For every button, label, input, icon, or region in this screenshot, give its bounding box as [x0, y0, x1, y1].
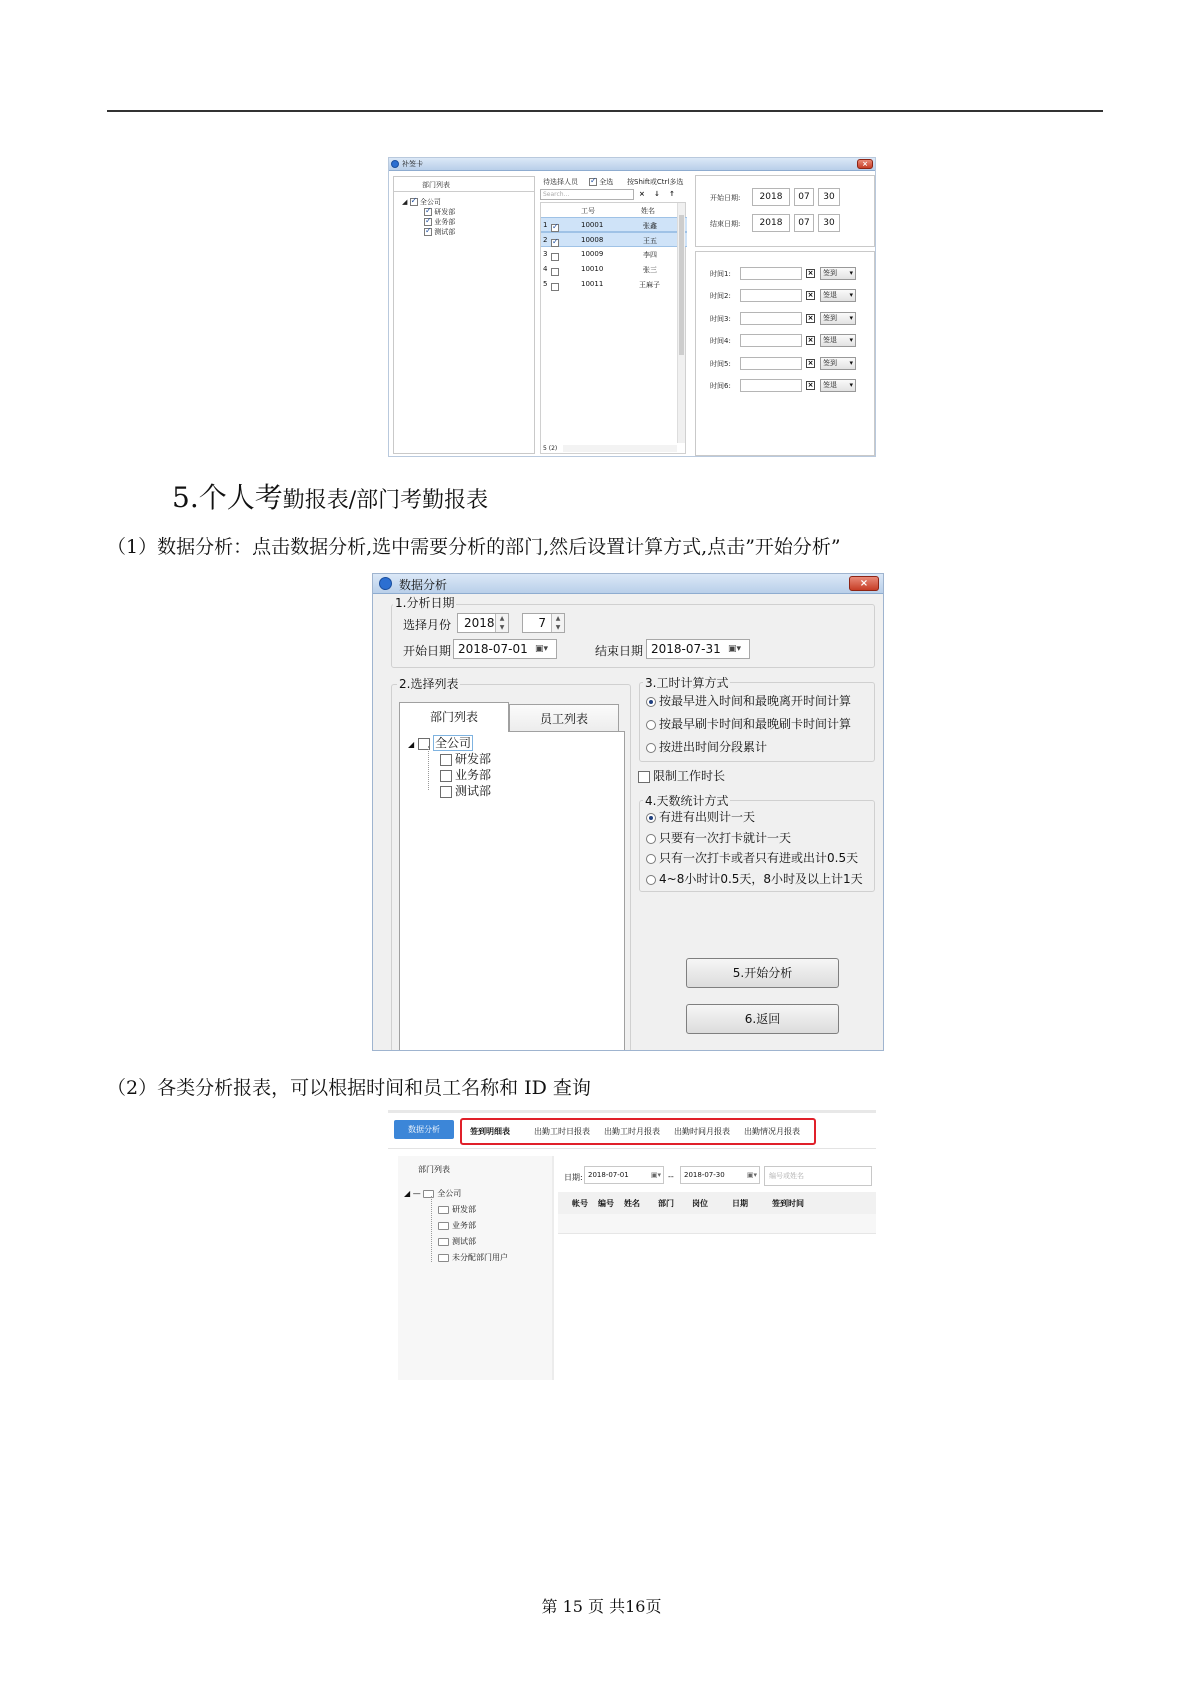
tree-dept[interactable]: 业务部 [438, 1220, 476, 1231]
col-header: 部门 [658, 1199, 674, 1208]
end-date-picker[interactable]: 2018-07-31 ▣▾ [646, 639, 750, 659]
checkbox[interactable] [424, 218, 432, 226]
tab-monthly-hours[interactable]: 出勤工时月报表 [604, 1127, 660, 1136]
tab-employee-list[interactable]: 员工列表 [509, 704, 619, 732]
folder-icon [438, 1206, 449, 1214]
home-icon [423, 1190, 434, 1198]
close-button[interactable]: × [857, 159, 873, 169]
time-row: 时间3: × 签到 ▾ [696, 312, 876, 327]
dept-panel [398, 1156, 552, 1380]
dept-panel [393, 176, 535, 454]
tree-company[interactable]: ◢ 全公司 [408, 736, 471, 750]
tree-dept[interactable]: 研发部 [440, 750, 491, 767]
folder-icon [438, 1222, 449, 1230]
tab-signin-detail[interactable]: 签到明细表 [470, 1127, 510, 1136]
month-spinner[interactable]: 7 ▲ ▼ [522, 613, 565, 633]
calc-group-title: 3.工时计算方式 [645, 676, 729, 690]
dept-title: 部门列表 [418, 1165, 450, 1174]
clear-icon[interactable]: × [639, 190, 645, 198]
section-heading: 5.个人考勤报表/部门考勤报表 [172, 481, 489, 514]
back-button[interactable]: 6.返回 [686, 1004, 839, 1034]
table-row[interactable]: 2 ✓ 10008 王五 [541, 232, 687, 247]
clear-time-button[interactable]: × [807, 314, 814, 322]
time-input[interactable] [740, 357, 802, 370]
date-group-title: 1.分析日期 [395, 596, 455, 610]
date-to-picker[interactable]: 2018-07-30 ▣▾ [680, 1166, 760, 1184]
tree-company[interactable]: ◢ ✓ 全公司 [402, 197, 441, 207]
paragraph-reports: （2）各类分析报表，可以根据时间和员工名称和 ID 查询 [107, 1077, 591, 1099]
time-row: 时间4: × 签退 ▾ [696, 334, 876, 349]
staff-table [540, 202, 686, 454]
multi-select-hint: 按Shift或Ctrl多选 [627, 178, 684, 186]
resign-window [388, 157, 876, 457]
move-up-icon[interactable]: ↑ [669, 190, 675, 198]
clear-time-button[interactable]: × [807, 291, 814, 299]
move-down-icon[interactable]: ↓ [654, 190, 660, 198]
vertical-scrollbar[interactable] [677, 203, 685, 443]
tree-dept[interactable]: 业务部 [440, 766, 491, 783]
row-checkbox[interactable] [551, 283, 559, 291]
checkbox[interactable] [440, 754, 452, 766]
analysis-titlebar [373, 574, 883, 594]
checkbox[interactable] [424, 208, 432, 216]
close-button[interactable]: × [849, 576, 879, 591]
end-date-label: 结束日期 [595, 644, 644, 658]
start-analysis-button[interactable]: 5.开始分析 [686, 958, 839, 988]
col-header: 编号 [598, 1199, 614, 1208]
report-window [388, 1110, 876, 1380]
time-row: 时间2: × 签退 ▾ [696, 289, 876, 304]
start-month[interactable]: 07 [794, 188, 814, 206]
horizontal-scrollbar[interactable] [563, 445, 677, 452]
year-spinner[interactable]: 2018 ▲ ▼ [457, 613, 509, 633]
tab-monthly-time[interactable]: 出勤时间月报表 [674, 1127, 730, 1136]
list-group-title: 2.选择列表 [399, 677, 459, 691]
col-header: 帐号 [572, 1199, 588, 1208]
resign-titlebar [389, 158, 875, 171]
limit-work-checkbox[interactable]: 限制工作时长 [638, 767, 725, 784]
end-date-label: 结束日期: [710, 220, 741, 228]
search-input[interactable]: 编号或姓名 [764, 1166, 872, 1186]
calendar-icon[interactable]: ▣▾ [535, 644, 549, 654]
tree-dept[interactable]: ✓ 业务部 [424, 217, 455, 227]
paragraph-data-analysis: （1）数据分析：点击数据分析,选中需要分析的部门,然后设置计算方式,点击”开始分析” [107, 536, 841, 558]
days-option[interactable]: 有进有出则计一天 [646, 808, 755, 825]
time-input[interactable] [740, 289, 802, 302]
days-option[interactable]: 只要有一次打卡就计一天 [646, 829, 791, 846]
row-count: 5 (2) [543, 445, 558, 452]
time-input[interactable] [740, 334, 802, 347]
row-checkbox[interactable] [551, 239, 559, 247]
calendar-icon[interactable]: ▣▾ [728, 644, 742, 654]
tree-unassigned[interactable]: 未分配部门用户 [438, 1252, 508, 1263]
clear-time-button[interactable]: × [807, 381, 814, 389]
end-month[interactable]: 07 [794, 214, 814, 232]
end-day[interactable]: 30 [818, 214, 840, 232]
header-rule [107, 110, 1103, 112]
tree-dept[interactable]: 测试部 [438, 1236, 476, 1247]
tree-company[interactable]: ◢ — 全公司 [404, 1189, 462, 1198]
tree-dept[interactable]: ✓ 研发部 [424, 207, 455, 217]
page-footer: 第 15 页 共16页 [541, 1597, 662, 1616]
tab-monthly-attendance[interactable]: 出勤情况月报表 [744, 1127, 800, 1136]
table-row[interactable]: 4 10010 张三 [543, 265, 657, 274]
app-icon [391, 160, 399, 168]
clear-time-button[interactable]: × [807, 359, 814, 367]
row-checkbox[interactable] [551, 268, 559, 276]
table-row[interactable]: 3 10009 李四 [543, 250, 657, 259]
time-row: 时间1: × 签到 ▾ [696, 267, 876, 282]
clear-time-button[interactable]: × [807, 336, 814, 344]
tab-dept-list[interactable]: 部门列表 [399, 702, 509, 732]
select-all-checkbox[interactable]: ✓ 全选 [589, 177, 613, 187]
days-option[interactable]: 只有一次打卡或者只有进或出计0.5天 [646, 849, 858, 866]
col-header: 姓名 [624, 1199, 640, 1208]
clear-time-button[interactable]: × [807, 269, 814, 277]
month-label: 选择月份 [403, 618, 452, 632]
start-day[interactable]: 30 [818, 188, 840, 206]
date-separator: -- [668, 1172, 674, 1181]
start-date-label: 开始日期 [403, 644, 452, 658]
checkbox[interactable] [440, 770, 452, 782]
start-year[interactable]: 2018 [752, 188, 790, 206]
row-checkbox[interactable] [551, 224, 559, 232]
analysis-window [372, 573, 884, 1051]
col-header: 日期 [732, 1199, 748, 1208]
end-year[interactable]: 2018 [752, 214, 790, 232]
checkbox[interactable] [424, 228, 432, 236]
type-select[interactable]: 签退 ▾ [820, 379, 856, 392]
type-select[interactable]: 签退 ▾ [820, 289, 856, 302]
dept-tab[interactable]: 部门列表 [416, 180, 456, 191]
folder-icon [438, 1238, 449, 1246]
tree-dept[interactable]: ✓ 测试部 [424, 227, 455, 237]
col-id-header: 工号 [581, 207, 595, 215]
app-icon [379, 577, 392, 590]
window-title: 补签卡 [402, 160, 423, 168]
date-label: 日期: [564, 1173, 583, 1182]
col-header: 签到时间 [772, 1199, 804, 1208]
tab-daily-hours[interactable]: 出勤工时日报表 [534, 1127, 590, 1136]
data-analysis-button[interactable]: 数据分析 [394, 1120, 454, 1139]
date-panel [695, 175, 875, 247]
start-date-picker[interactable]: 2018-07-01 ▣▾ [453, 639, 557, 659]
table-row[interactable]: 5 10011 王麻子 [543, 280, 660, 289]
calc-option[interactable]: 按进出时间分段累计 [646, 738, 767, 755]
type-select[interactable]: 签到 ▾ [820, 312, 856, 325]
pending-label: 待选择人员 [543, 178, 578, 186]
row-checkbox[interactable] [551, 253, 559, 261]
home-icon [438, 1254, 449, 1262]
checkbox[interactable] [440, 786, 452, 798]
table-row[interactable]: 1 ✓ 10001 张鑫 [541, 217, 687, 232]
time-row: 时间6: × 签退 ▾ [696, 379, 876, 394]
calc-option[interactable]: 按最早进入时间和最晚离开时间计算 [646, 692, 851, 709]
time-input[interactable] [740, 312, 802, 325]
days-option[interactable]: 4~8小时计0.5天，8小时及以上计1天 [646, 870, 863, 887]
start-date-label: 开始日期: [710, 194, 741, 202]
date-from-picker[interactable]: 2018-07-01 ▣▾ [584, 1166, 664, 1184]
time-input[interactable] [740, 379, 802, 392]
time-input[interactable] [740, 267, 802, 280]
time-row: 时间5: × 签到 ▾ [696, 357, 876, 372]
tree-dept[interactable]: 研发部 [438, 1204, 476, 1215]
col-header: 岗位 [692, 1199, 708, 1208]
type-select[interactable]: 签到 ▾ [820, 267, 856, 280]
staff-panel [537, 174, 687, 454]
checkbox[interactable] [410, 198, 418, 206]
tree-dept[interactable]: 测试部 [440, 782, 491, 799]
type-select[interactable]: 签退 ▾ [820, 334, 856, 347]
col-name-header: 姓名 [641, 207, 655, 215]
type-select[interactable]: 签到 ▾ [820, 357, 856, 370]
table-empty-row [558, 1214, 876, 1234]
search-input[interactable]: Search... [540, 189, 634, 200]
dept-tree-panel [399, 731, 625, 1051]
calc-option[interactable]: 按最早刷卡时间和最晚刷卡时间计算 [646, 715, 851, 732]
window-title: 数据分析 [399, 578, 448, 592]
time-panel [695, 251, 875, 456]
days-group-title: 4.天数统计方式 [645, 794, 729, 808]
